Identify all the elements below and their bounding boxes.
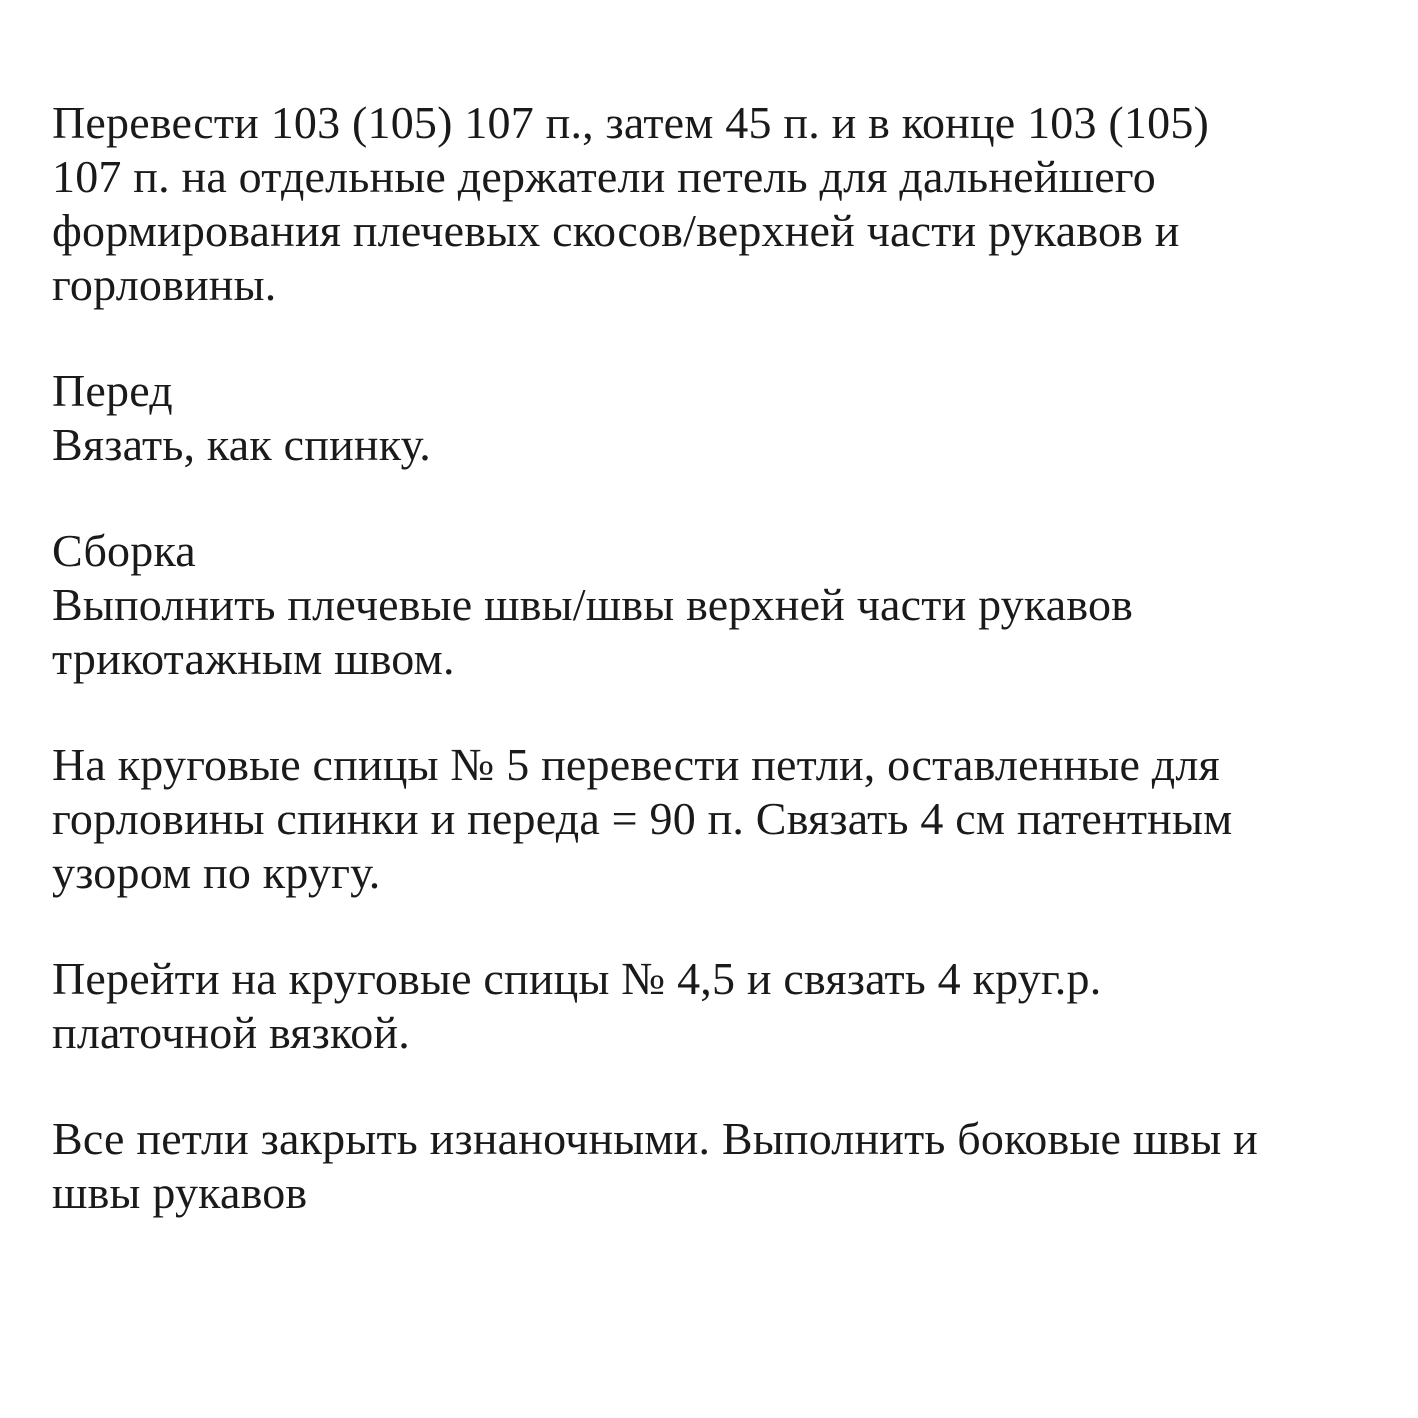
text-line: Вязать, как спинку. bbox=[52, 419, 431, 470]
text-line: 107 п. на отдельные держатели петель для дальнейшего bbox=[52, 151, 1156, 202]
text-line: горловины спинки и переда = 90 п. Связать 4 см патентным bbox=[52, 793, 1233, 844]
text-line: Все петли закрыть изнаночными. Выполнить боковые швы и bbox=[52, 1113, 1258, 1164]
text-line: Перейти на круговые спицы № 4,5 и связать 4 круг.р. bbox=[52, 953, 1102, 1004]
paragraph-gap bbox=[52, 686, 1392, 738]
text-line: Перевести 103 (105) 107 п., затем 45 п. и в конце 103 (105) bbox=[52, 97, 1210, 148]
paragraph-neckline bbox=[52, 738, 1392, 900]
section-heading-assembly: Сборка bbox=[52, 525, 196, 576]
text-line: узором по кругу. bbox=[52, 847, 381, 898]
text-line: швы рукавов bbox=[52, 1167, 308, 1218]
paragraph-garter bbox=[52, 952, 1392, 1060]
paragraph-finishing bbox=[52, 1112, 1392, 1220]
paragraph-gap bbox=[52, 1060, 1392, 1112]
paragraph-gap bbox=[52, 312, 1392, 364]
text-line: трикотажным швом. bbox=[52, 633, 455, 684]
paragraph-gap bbox=[52, 472, 1392, 524]
section-heading-front: Перед bbox=[52, 365, 173, 416]
text-line: Выполнить плечевые швы/швы верхней части рукавов bbox=[52, 579, 1134, 630]
paragraph-gap bbox=[52, 900, 1392, 952]
text-line: формирования плечевых скосов/верхней части рукавов и bbox=[52, 205, 1180, 256]
section-front bbox=[52, 364, 1392, 472]
text-line: На круговые спицы № 5 перевести петли, оставленные для bbox=[52, 739, 1220, 790]
text-line: горловины. bbox=[52, 259, 277, 310]
paragraph-transfer-stitches bbox=[52, 96, 1392, 312]
document-page bbox=[52, 96, 1392, 1220]
text-line: платочной вязкой. bbox=[52, 1007, 410, 1058]
section-assembly bbox=[52, 524, 1392, 686]
